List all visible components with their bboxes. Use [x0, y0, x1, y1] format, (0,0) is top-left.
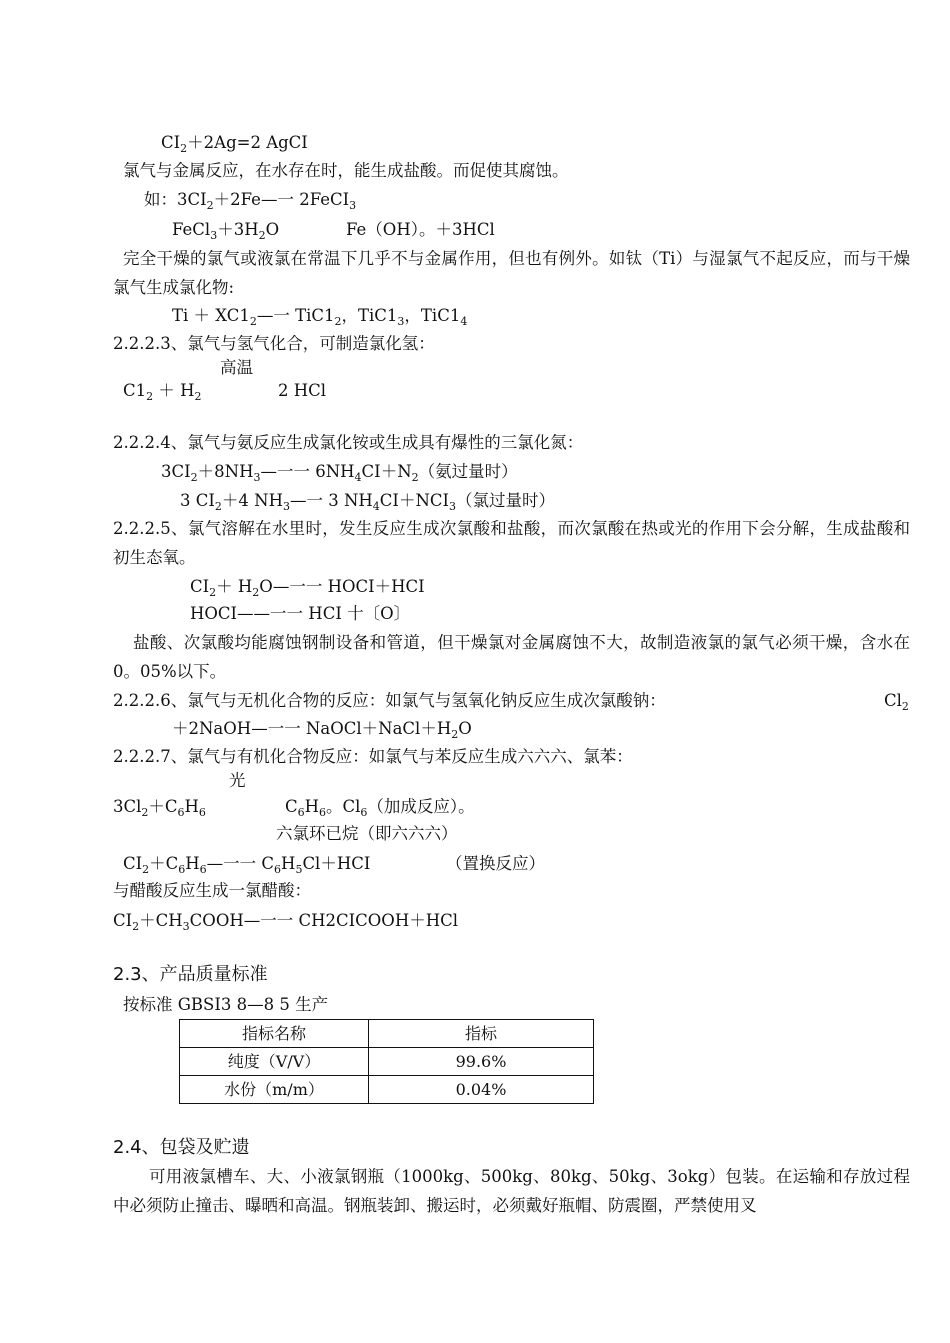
- equation-cl2-ag: $CI_2+2Ag=2$ AgCI: [161, 133, 308, 155]
- table-cell: 0.04%: [369, 1076, 594, 1104]
- equation-ti: $Ti + XC1_2—$一 $TiC1_2$，$TiC1_3$，$TiC1_4$: [172, 306, 468, 328]
- table-cell: 纯度（V/V）: [180, 1048, 369, 1076]
- equation-benzene-left: $3Cl_2+C_6H_6$: [113, 797, 206, 819]
- heading-2224: 2.2.2.4、氯气与氨反应生成氯化铵或生成具有爆性的三氯化氮：: [113, 433, 584, 452]
- text-standard: 按标准 GBSI3 8—8 5 生产: [123, 995, 329, 1014]
- label-substitution: （置换反应）: [446, 854, 545, 873]
- equation-chlorobenzene: $CI_2+C_6H_6—$一一 $C_6H_5Cl+HCI$: [123, 854, 371, 876]
- equation-cl2-h2-product: 2 HCl: [278, 381, 327, 400]
- table-header-cell: 指标: [369, 1020, 594, 1048]
- heading-2227: 2.2.2.7、氯气与有机化合物反应：如氯气与苯反应生成六六六、氯苯：: [113, 747, 633, 766]
- equation-fecl3-h2o-product: Fe（OH）。＋3HCl: [346, 220, 495, 239]
- equation-chlorine-excess: 3 $CI_2+4$ $NH_3—$一 3 $NH_4CI+NCI_3$（氯过量时）: [180, 491, 556, 513]
- table-cell: 水份（m/m）: [180, 1076, 369, 1104]
- table-header-cell: 指标名称: [180, 1020, 369, 1048]
- quality-table: [179, 1019, 594, 1104]
- text-hexachlorocyclohexane: 六氯环已烷（即六六六）: [276, 824, 458, 843]
- heading-2226: 2.2.2.6、氯气与无机化合物的反应：如氯气与氢氧化钠反应生成次氯酸钠：: [113, 691, 666, 710]
- equation-cl2-fe: 如：$3CI_2+2Fe—$一 2FeCI$_3$: [144, 190, 357, 212]
- equation-benzene-right: $C_6H_6$。$Cl_6$（加成反应）。: [285, 797, 475, 819]
- paragraph-dry-chlorine: 完全干燥的氯气或液氯在常温下几乎不与金属作用，但也有例外。如钛（Ti）与湿氯气不起反应，而与干燥氯气生成氯化物:: [113, 249, 910, 297]
- paragraph-corrosion: 盐酸、次氯酸均能腐蚀钢制设备和管道，但干燥氯对金属腐蚀不大，故制造液氯的氯气必须干燥，含水在 0。05%以下。: [113, 633, 910, 681]
- heading-2226-cl2: $Cl_2$: [884, 691, 909, 713]
- heading-2223: 2.2.2.3、氯气与氢气化合，可制造氯化氢：: [113, 334, 435, 353]
- paragraph-2225: 2.2.2.5、氯气溶解在水里时，发生反应生成次氯酸和盐酸，而次氯酸在热或光的作用下会分解，生成盐酸和初生态氧。: [113, 519, 910, 567]
- equation-acetic-acid: $CI_2+CH_3COOH—$一一 CH2CICOOH＋HCl: [113, 911, 458, 933]
- table-cell: 99.6%: [369, 1048, 594, 1076]
- condition-light: 光: [229, 771, 246, 790]
- equation-cl2-h2o: $CI_2+$ $H_2O—$一一 HOCI＋HCI: [190, 577, 425, 599]
- heading-quality-standard: 2.3、产品质量标准: [113, 964, 268, 985]
- equation-hocl-decompose: HOCI——一一 HCI 十〔O〕: [190, 604, 411, 623]
- equation-fecl3-h2o: $FeCl_3+3H_2O$: [172, 220, 280, 242]
- equation-cl2-h2: $C1_2 + H_2$: [123, 381, 202, 403]
- text-acetic-acid: 与醋酸反应生成一氯醋酸：: [113, 881, 311, 900]
- text-metal-reaction: 氯气与金属反应，在水存在时，能生成盐酸。而促使其腐蚀。: [123, 161, 569, 180]
- table-row: [180, 1076, 594, 1104]
- table-row: [180, 1048, 594, 1076]
- equation-ammonia-excess: $3CI_2+8NH_3—$一一 $6NH_4CI+N_2$（氨过量时）: [161, 462, 518, 484]
- condition-high-temp: 高温: [220, 358, 253, 377]
- table-header-row: [180, 1020, 594, 1048]
- paragraph-packaging: 可用液氯槽车、大、小液氯钢瓶（1000kg、500kg、80kg、50kg、3okg）包装。在运输和存放过程中必须防止撞击、曝晒和高温。钢瓶装卸、搬运时，必须戴好瓶帽、防震圈，严禁使用叉: [113, 1167, 910, 1215]
- equation-naoh: ＋2NaOH—一一 $NaOCl+NaCl+H_2O$: [172, 719, 472, 741]
- heading-packaging: 2.4、包袋及贮遗: [113, 1137, 250, 1158]
